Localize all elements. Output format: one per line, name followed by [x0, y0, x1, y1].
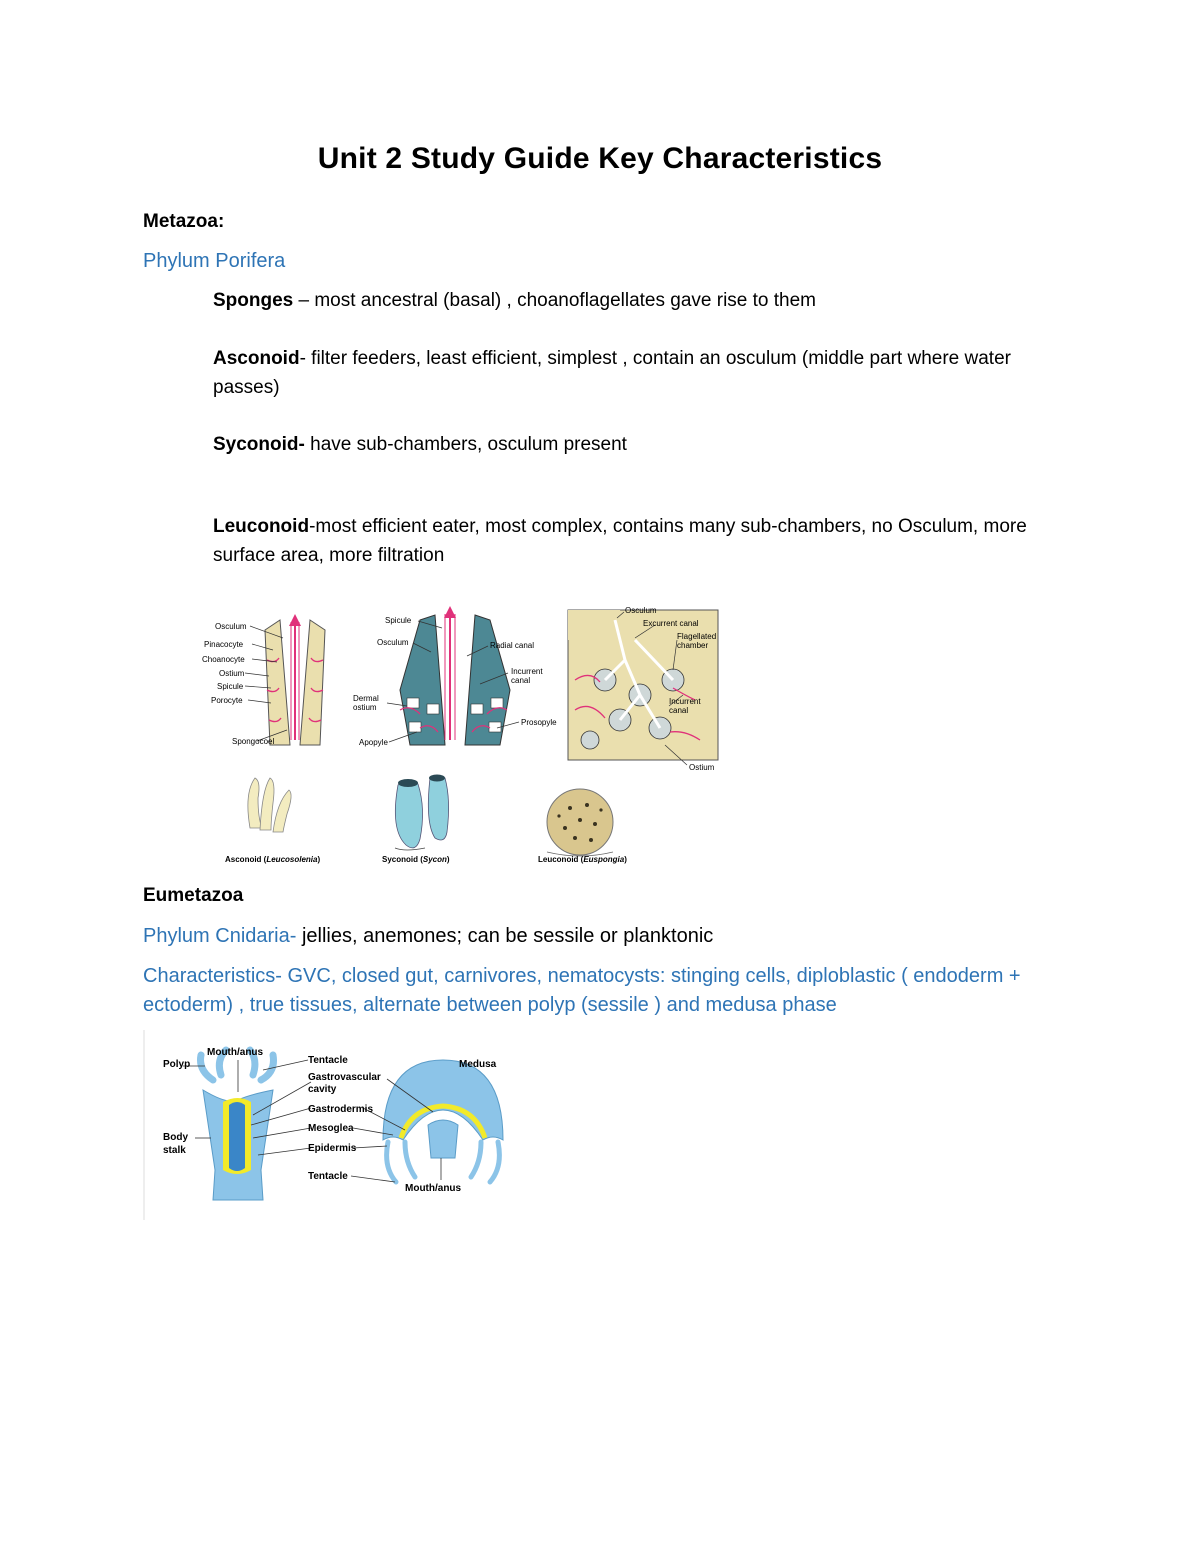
body-stalk-label-b: stalk [163, 1145, 186, 1156]
label-radial-canal: Radial canal [490, 641, 535, 650]
leuconoid-text: -most efficient eater, most complex, contains many sub-chambers, no Osculum, more surface area, more filtration [213, 516, 1027, 566]
mesoglea-label: Mesoglea [308, 1123, 354, 1134]
sponges-term: Sponges [213, 290, 294, 311]
cnidaria-characteristics: Characteristics- GVC, closed gut, carnivores, nematocysts: stinging cells, diploblastic ( endoderm + ectoderm) , true tissues, alternate between polyp (sessile ) and medusa phase [143, 965, 1021, 1016]
label-ostium-3: Ostium [689, 763, 715, 772]
label-osculum-3: Osculum [625, 606, 657, 615]
gvc-label-b: cavity [308, 1084, 337, 1095]
gvc-label-a: Gastrovascular [308, 1072, 381, 1083]
label-prosopyle: Prosopyle [521, 718, 557, 727]
metazoa-heading: Metazoa: [143, 211, 225, 232]
sponges-item [213, 286, 1043, 315]
asconoid-term: Asconoid [213, 348, 300, 369]
label-flagellated-b: chamber [677, 641, 709, 650]
label-choanocyte: Choanocyte [202, 655, 245, 664]
syconoid-text: have sub-chambers, osculum present [304, 434, 627, 455]
mouth-anus-label: Mouth/anus [207, 1047, 264, 1058]
eumetazoa-heading: Eumetazoa [143, 885, 244, 906]
epidermis-label: Epidermis [308, 1143, 357, 1154]
label-spongocoel: Spongocoel [232, 737, 275, 746]
caption-syconoid: Syconoid (Sycon) [382, 855, 450, 864]
cnidaria-line [143, 922, 1103, 951]
leuconoid-illustration [547, 789, 613, 856]
label-pinacocyte: Pinacocyte [204, 640, 244, 649]
caption-leuconoid: Leuconoid (Euspongia) [538, 855, 627, 864]
syconoid-item [213, 430, 1043, 459]
label-ostium: Ostium [219, 669, 245, 678]
label-porocyte: Porocyte [211, 696, 243, 705]
label-incurrent-canal-a: Incurrent [511, 667, 543, 676]
syconoid-term: Syconoid- [213, 434, 305, 455]
syconoid-diagram [353, 612, 557, 747]
page-title: Unit 2 Study Guide Key Characteristics [317, 142, 883, 175]
tentacle-label-2: Tentacle [308, 1171, 348, 1182]
label-excurrent-canal: Excurrent canal [643, 619, 699, 628]
body-stalk-label-a: Body [163, 1132, 188, 1143]
label-dermal-ostium-b: ostium [353, 703, 377, 712]
sponges-text: – most ancestral (basal) , choanoflagellates gave rise to them [293, 290, 817, 311]
cnidaria-description: jellies, anemones; can be sessile or planktonic [296, 925, 714, 947]
asconoid-diagram [202, 620, 325, 746]
label-flagellated-a: Flagellated [677, 632, 717, 641]
sponge-body-plans-figure [195, 600, 735, 870]
label-incurrent-canal-b: canal [511, 676, 531, 685]
mouth-anus-label-2: Mouth/anus [405, 1183, 462, 1194]
caption-asconoid: Asconoid (Leucosolenia) [225, 855, 321, 864]
leuconoid-term: Leuconoid [213, 516, 310, 537]
phylum-porifera-heading: Phylum Porifera [143, 250, 286, 272]
cnidaria-body-forms-figure [143, 1030, 523, 1220]
leuconoid-item [213, 512, 1043, 570]
leuconoid-diagram [568, 606, 718, 772]
label-osculum: Osculum [215, 622, 247, 631]
phylum-cnidaria-heading: Phylum Cnidaria- [143, 925, 297, 947]
label-incurrent-a: Incurrent [669, 697, 701, 706]
medusa-label: Medusa [459, 1059, 497, 1070]
label-spicule-2: Spicule [385, 616, 412, 625]
syconoid-illustration [395, 775, 449, 851]
label-apopyle: Apopyle [359, 738, 388, 747]
label-incurrent-b: canal [669, 706, 689, 715]
medusa-diagram [383, 1060, 503, 1182]
gastrodermis-label: Gastrodermis [308, 1104, 374, 1115]
asconoid-item [213, 344, 1043, 402]
label-dermal-ostium-a: Dermal [353, 694, 379, 703]
asconoid-illustration [248, 778, 291, 832]
polyp-label: Polyp [163, 1059, 191, 1070]
label-osculum-2: Osculum [377, 638, 409, 647]
asconoid-text: - filter feeders, least efficient, simplest , contain an osculum (middle part where water passes) [213, 348, 1011, 398]
tentacle-label: Tentacle [308, 1055, 348, 1066]
polyp-diagram [201, 1050, 274, 1200]
label-spicule: Spicule [217, 682, 244, 691]
